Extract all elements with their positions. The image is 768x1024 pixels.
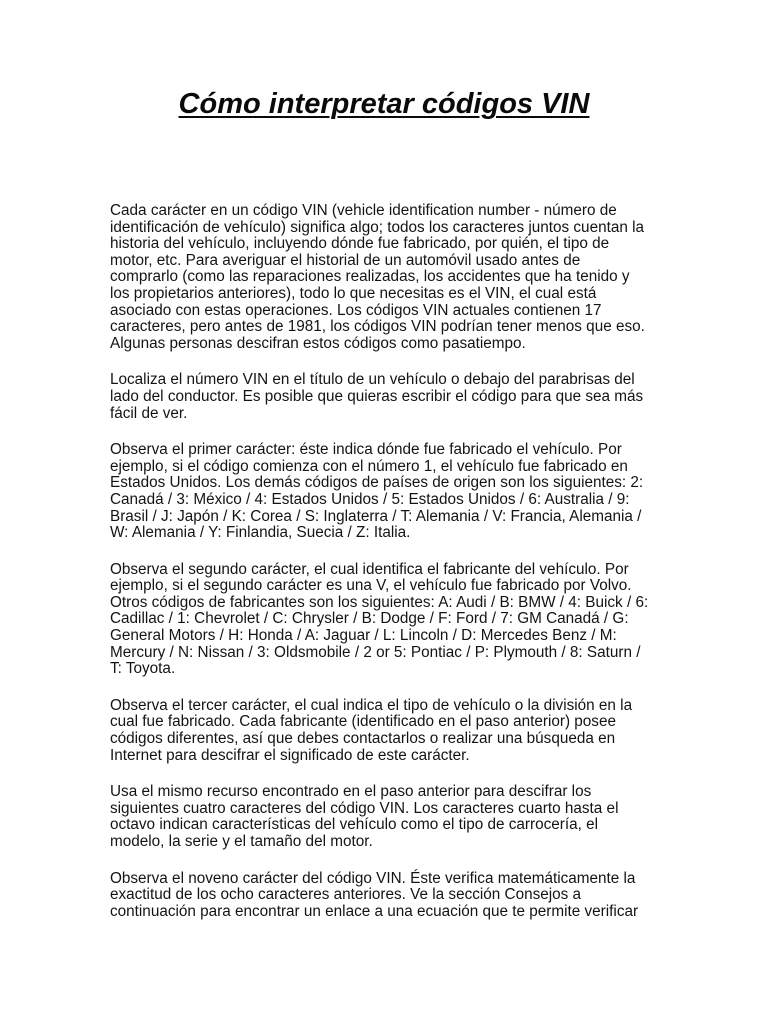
paragraph-line: Cadillac / 1: Chevrolet / C: Chrysler / B: Dodge / F: Ford / 7: GM Canadá / G: [110,610,629,628]
paragraph-line: W: Alemania / Y: Finlandia, Suecia / Z: Italia. [110,524,411,542]
paragraph-line: caracteres, pero antes de 1981, los códigos VIN podrían tener menos que eso. [110,318,645,336]
paragraph-line: Algunas personas descifran estos códigos como pasatiempo. [110,334,526,352]
paragraph-1 [110,203,670,352]
paragraph-line: cual fue fabricado. Cada fabricante (identificado en el paso anterior) posee [110,713,616,731]
paragraph-line: Estados Unidos. Los demás códigos de países de origen son los siguientes: 2: [110,474,644,492]
paragraph-line: Mercury / N: Nissan / 3: Oldsmobile / 2 or 5: Pontiac / P: Plymouth / 8: Saturn / [110,643,641,661]
paragraph-line: octavo indican características del vehículo como el tipo de carrocería, el [110,816,599,834]
paragraph-line: ejemplo, si el código comienza con el número 1, el vehículo fue fabricado en [110,457,628,475]
paragraph-line: Usa el mismo recurso encontrado en el paso anterior para descifrar los [110,783,592,801]
paragraph-3 [110,442,670,542]
paragraph-5 [110,698,670,764]
paragraph-line: Otros códigos de fabricantes son los siguientes: A: Audi / B: BMW / 4: Buick / 6: [110,593,649,611]
paragraph-line: Internet para descifrar el significado de este carácter. [110,746,470,764]
paragraph-line: Observa el primer carácter: éste indica dónde fue fabricado el vehículo. Por [110,441,622,459]
paragraph-line: exactitud de los ocho caracteres anteriores. Ve la sección Consejos a [110,886,582,904]
paragraph-line: continuación para encontrar un enlace a una ecuación que te permite verificar [110,902,639,920]
paragraph-line: comprarlo (como las reparaciones realizadas, los accidentes que ha tenido y [110,268,630,286]
paragraph-6 [110,784,670,850]
paragraph-line: Cada carácter en un código VIN (vehicle identification number - número de [110,202,617,219]
document-title: Cómo interpretar códigos VIN [178,88,590,120]
paragraph-7 [110,871,670,921]
paragraph-line: siguientes cuatro caracteres del código VIN. Los caracteres cuarto hasta el [110,799,619,817]
paragraph-line: asociado con estas operaciones. Los códigos VIN actuales contienen 17 [110,301,602,319]
paragraph-line: Observa el noveno carácter del código VIN. Éste verifica matemáticamente la [110,869,636,887]
paragraph-line: General Motors / H: Honda / A: Jaguar / L: Lincoln / D: Mercedes Benz / M: [110,627,617,645]
paragraph-line: motor, etc. Para averiguar el historial de un automóvil usado antes de [110,251,581,269]
paragraph-line: Brasil / J: Japón / K: Corea / S: Inglaterra / T: Alemania / V: Francia, Alemania / [110,507,642,525]
paragraph-line: T: Toyota. [110,660,176,678]
paragraph-line: los propietarios anteriores), todo lo que necesitas es el VIN, el cual está [110,284,597,302]
paragraph-2 [110,372,670,422]
paragraph-line: Canadá / 3: México / 4: Estados Unidos / 5: Estados Unidos / 6: Australia / 9: [110,490,630,508]
paragraph-line: Observa el tercer carácter, el cual indica el tipo de vehículo o la división en la [110,696,633,714]
paragraph-4 [110,562,670,678]
paragraph-line: fácil de ver. [110,404,188,422]
paragraph-line: Localiza el número VIN en el título de un vehículo o debajo del parabrisas del [110,371,635,389]
paragraph-line: identificación de vehículo) significa algo; todos los caracteres juntos cuentan la [110,218,645,236]
paragraph-line: lado del conductor. Es posible que quieras escribir el código para que sea más [110,387,644,405]
paragraph-line: códigos diferentes, así que debes contactarlos o realizar una búsqueda en [110,730,616,748]
paragraph-line: historia del vehículo, incluyendo dónde fue fabricado, por quién, el tipo de [110,235,610,253]
paragraph-line: ejemplo, si el segundo carácter es una V, el vehículo fue fabricado por Volvo. [110,577,632,595]
paragraph-line: modelo, la serie y el tamaño del motor. [110,833,373,850]
paragraph-line: Observa el segundo carácter, el cual identifica el fabricante del vehículo. Por [110,560,629,578]
document-body [110,203,670,940]
